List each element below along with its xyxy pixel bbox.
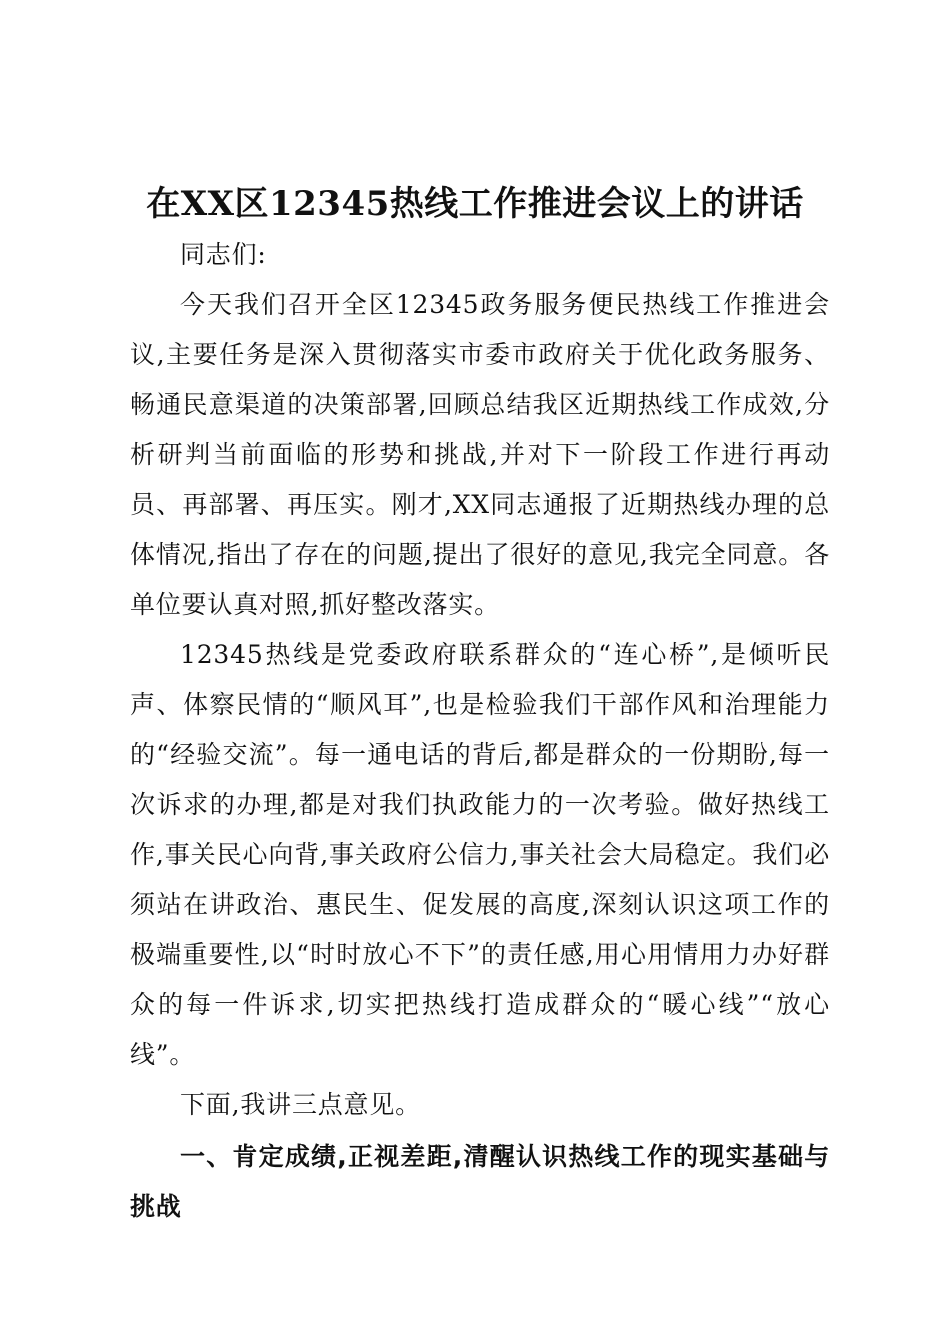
paragraph-transition: 下面,我讲三点意见。	[180, 1090, 421, 1119]
paragraph-significance: 12345热线是党委政府联系群众的“连心桥”,是倾听民声、体察民情的“顺风耳”,也是检验我们干部作风和治理能力的“经验交流”。每一通电话的背后,都是群众的一份期盼,每一次诉求的办理,都是对我们执政能力的一次考验。做好热线工作,事关民心向背,事关政府公信力,事关社会大局稳定。我们必须站在讲政治、惠民生、促发展的高度,深刻认识这项工作的极端重要性,以“时时放心不下”的责任感,用心用情用力办好群众的每一件诉求,切实把热线打造成群众的“暖心线”“放心线”。	[130, 640, 830, 1069]
document-body	[130, 230, 830, 1232]
section-heading: 一、肯定成绩,正视差距,清醒认识热线工作的现实基础与挑战	[130, 1142, 830, 1221]
salutation: 同志们:	[180, 240, 267, 269]
document-title: 在XX区12345热线工作推进会议上的讲话	[146, 184, 804, 224]
paragraph-intro: 今天我们召开全区12345政务服务便民热线工作推进会议,主要任务是深入贯彻落实市委市政府关于优化政务服务、畅通民意渠道的决策部署,回顾总结我区近期热线工作成效,分析研判当前面临的形势和挑战,并对下一阶段工作进行再动员、再部署、再压实。刚才,XX同志通报了近期热线办理的总体情况,指出了存在的问题,提出了很好的意见,我完全同意。各单位要认真对照,抓好整改落实。	[130, 290, 830, 619]
